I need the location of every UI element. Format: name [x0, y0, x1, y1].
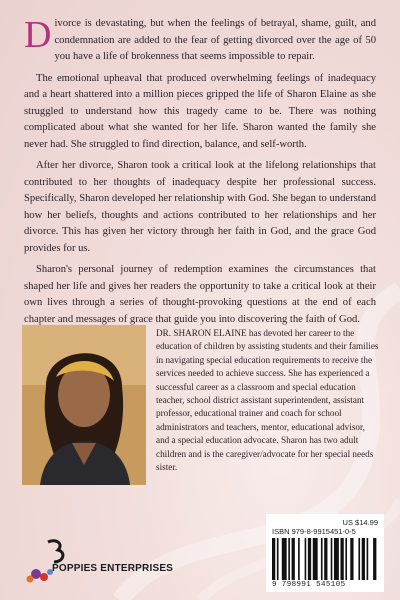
barcode-icon — [272, 538, 378, 580]
blurb-paragraph-4: Sharon's personal journey of redemption examines the circumstances that shaped her life and gives her readers the opportunity to take a critical look at their own lives through a series of thought-provoking questions at the end of each chapter and messages of grace that guide you into discovering the faith of God. — [24, 264, 376, 325]
blurb-paragraph-3: After her divorce, Sharon took a critical look at the lifelong relationships that contributed to her thoughts of inadequacy despite her professional success. Specifically, Sharon developed her relationship with God. She began to understand how her beliefs, thoughts and actions contributed to her relationships and her divorce. This has given her victory through her faith in God, and the grace God provides for us. — [24, 160, 376, 254]
price-label: US $14.99 — [342, 518, 378, 527]
barcode-box — [266, 514, 384, 592]
publisher-name: POPPIES ENTERPRISES — [52, 563, 174, 574]
blurb-paragraph-2: The emotional upheaval that produced overwhelming feelings of inadequacy and a heart shattered into a million pieces gripped the life of Sharon Elaine as she struggled to understand how this tragedy came to be. There was nothing complicated about what she wanted for her life. Sharon wanted the family she never had. She struggled to find direction, balance, and self-worth. — [24, 72, 376, 150]
isbn-label: ISBN 979-8-9915451-0-5 — [272, 527, 356, 536]
barcode-digits: 9 798991 545105 — [272, 581, 346, 589]
blurb-paragraph-1-text: ivorce is devastating, but when the feelings of betrayal, shame, guilt, and condemnation are added to the fear of getting divorced over the age of 50 you have a life of brokenness that seems impossible to repair. — [54, 18, 376, 62]
author-bio: DR. SHARON ELAINE has devoted her career to the education of children by assisting students and their families in navigating special education requirements to receive the services needed to achieve success. She has experienced a successful career as a classroom and special education teacher, school district assistant superintendent, assistant professor, educational trainer and coach for school administrators and teachers, mentor, educational advisor, and a special education advocate. Sharon has two adult children and is the caregiver/advocate for her special needs sister. — [156, 328, 379, 473]
drop-cap: D — [24, 14, 52, 56]
blurb-paragraph-1 — [24, 16, 376, 66]
author-photo — [22, 325, 146, 485]
back-cover-blurb — [24, 16, 376, 333]
publisher-logo-icon — [16, 536, 166, 586]
